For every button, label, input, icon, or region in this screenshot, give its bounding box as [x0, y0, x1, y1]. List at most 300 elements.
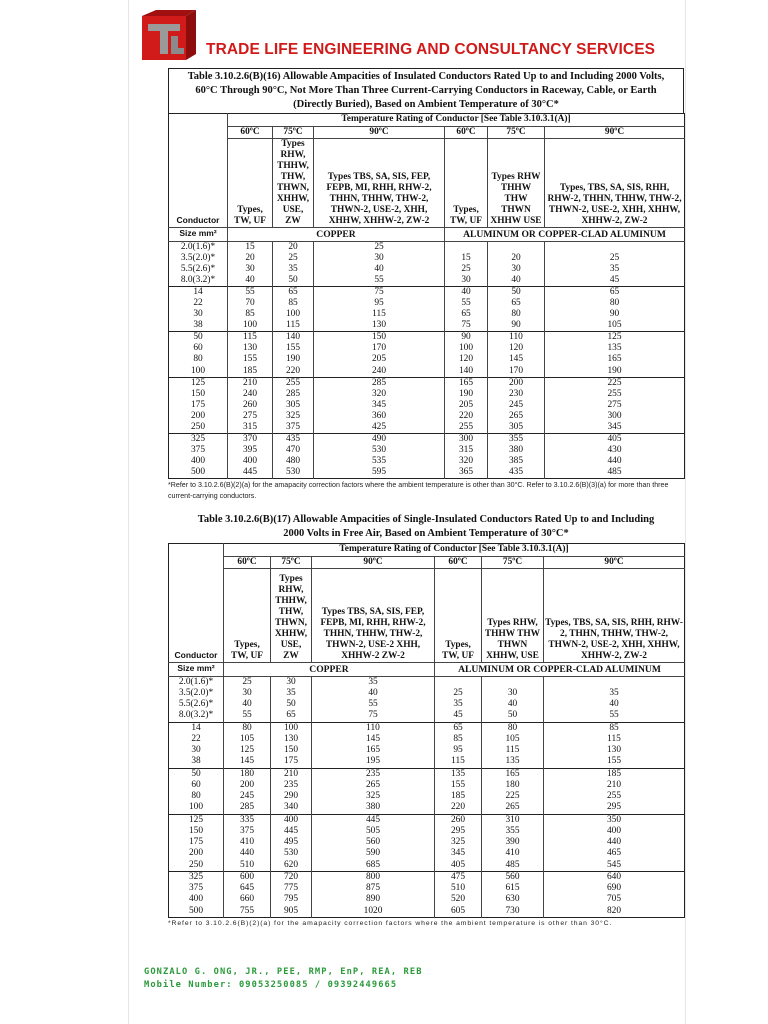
ampacity-cell: 65: [271, 710, 312, 722]
ampacity-cell: 90: [445, 332, 488, 344]
size-cell: 5.5(2.6)*: [169, 699, 224, 710]
temp-col: 90ºC: [314, 126, 445, 139]
ampacity-cell: 75: [314, 286, 445, 298]
types-cell: Types RHW, THHW, THW, THWN, XHHW, USE, ZW: [273, 139, 314, 228]
table-row: [169, 320, 685, 332]
conductor-label: Conductor: [174, 649, 218, 660]
table-row: [169, 422, 685, 434]
ampacity-cell: 875: [312, 883, 435, 894]
ampacity-cell: 290: [271, 791, 312, 802]
temp-col: 75ºC: [488, 126, 545, 139]
ampacity-cell: 30: [445, 275, 488, 287]
table-row: [169, 802, 685, 814]
ampacity-cell: 465: [606, 848, 622, 859]
size-cell: 500: [169, 906, 224, 918]
ampacity-cell: 275: [607, 399, 622, 410]
table-body: [169, 676, 685, 917]
table-row: [169, 826, 685, 837]
ampacity-cell: 800: [312, 871, 435, 883]
ampacity-cell: 375: [224, 826, 271, 837]
ampacity-cell: 165: [445, 377, 488, 389]
ampacity-cell: 245: [488, 400, 545, 411]
ampacity-cell: 25: [435, 688, 482, 699]
ampacity-cell: 25: [314, 241, 445, 253]
ampacity-cell: 30: [314, 253, 445, 264]
ampacity-cell: 135: [435, 768, 482, 780]
table-caption: [168, 68, 684, 113]
temp-rating-header: Temperature Rating of Conductor [See Table 3.10.3.1(A)]: [224, 544, 685, 557]
ampacity-cell: 120: [445, 354, 488, 365]
copper-header: COPPER: [228, 228, 445, 242]
size-cell: 50: [169, 332, 228, 344]
ampacity-cell: 185: [228, 366, 273, 378]
ampacity-cell: 180: [224, 768, 271, 780]
ampacity-cell: 295: [435, 826, 482, 837]
ampacity-cell: 220: [445, 411, 488, 422]
ampacity-cell: 180: [482, 780, 544, 791]
types-cell: Types, TW, UF: [445, 139, 488, 228]
table-row: [169, 768, 685, 780]
ampacity-cell: [544, 676, 685, 688]
size-cell: 14: [169, 286, 228, 298]
ampacity-cell: 380: [312, 802, 435, 814]
ampacity-cell: 640: [544, 871, 685, 883]
ampacity-cell: 25: [273, 253, 314, 264]
size-cell: 400: [169, 456, 228, 467]
table-row: [169, 389, 685, 400]
ampacity-cell: 155: [435, 780, 482, 791]
ampacity-cell: 55: [228, 286, 273, 298]
size-cell: 400: [169, 894, 224, 905]
ampacity-cell: 105: [224, 734, 271, 745]
ampacity-cell: 430: [607, 445, 622, 456]
ampacity-table-16: [168, 68, 684, 501]
ampacity-cell: 20: [273, 241, 314, 253]
ampacity-cell: 200: [224, 780, 271, 791]
ampacity-cell: 685: [312, 860, 435, 872]
ampacity-cell: 35: [609, 263, 620, 274]
ampacity-cell: 30: [488, 264, 545, 275]
ampacity-cell: 275: [228, 411, 273, 422]
ampacity-cell: 235: [271, 780, 312, 791]
size-cell: 50: [169, 768, 224, 780]
author-footer: [144, 966, 423, 992]
ampacity-cell: 225: [545, 377, 685, 389]
ampacity-cell: 490: [314, 434, 445, 446]
ampacity-cell: 45: [435, 710, 482, 722]
size-cell: 38: [169, 756, 224, 768]
ampacity-cell: 720: [271, 871, 312, 883]
ampacity-cell: 730: [482, 906, 544, 918]
ampacity-cell: 340: [271, 802, 312, 814]
temp-rating-header: Temperature Rating of Conductor [See Table 3.10.3.1(A)]: [228, 114, 685, 127]
ampacity-cell: 135: [607, 343, 622, 354]
size-cell: 30: [169, 309, 228, 320]
ampacity-cell: 320: [314, 389, 445, 400]
ampacity-cell: 315: [228, 422, 273, 434]
ampacity-cell: 400: [271, 814, 312, 826]
size-cell: 325: [169, 871, 224, 883]
ampacity-cell: 445: [312, 814, 435, 826]
temp-col: 90ºC: [545, 126, 685, 139]
ampacity-cell: 30: [228, 264, 273, 275]
ampacity-cell: 405: [545, 434, 685, 446]
temp-col: 75ºC: [273, 126, 314, 139]
ampacity-cell: 305: [488, 422, 545, 434]
size-cell: 60: [169, 780, 224, 791]
ampacity-cell: 165: [607, 354, 622, 365]
ampacity-cell: 185: [544, 768, 685, 780]
ampacity-cell: 440: [606, 837, 622, 847]
table-row: [169, 894, 685, 905]
size-cell: 200: [169, 848, 224, 859]
ampacity-cell: 65: [273, 286, 314, 298]
ampacity-cell: 350: [544, 814, 685, 826]
ampacity-cell: 775: [271, 883, 312, 894]
types-cell: Types, TW, UF: [228, 139, 273, 228]
ampacity-cell: 35: [435, 699, 482, 710]
ampacity-cell: 50: [482, 710, 544, 722]
ampacity-cell: 135: [482, 756, 544, 768]
ampacity-cell: 40: [224, 699, 271, 710]
ampacity-cell: 35: [271, 688, 312, 699]
ampacity-cell: 300: [607, 410, 622, 421]
ampacity-cell: 185: [435, 791, 482, 802]
ampacity-cell: 360: [314, 411, 445, 422]
ampacity-cell: 235: [312, 768, 435, 780]
ampacity-cell: 145: [488, 354, 545, 365]
ampacity-cell: 65: [435, 722, 482, 734]
ampacity-cell: 130: [271, 734, 312, 745]
ampacity-cell: 15: [228, 241, 273, 253]
ampacity-cell: 630: [482, 894, 544, 905]
ampacity-cell: 495: [271, 837, 312, 848]
ampacity-cell: 530: [314, 445, 445, 456]
table-row: [169, 814, 685, 826]
ampacity-cell: 20: [228, 253, 273, 264]
ampacity-cell: 440: [607, 456, 622, 467]
ampacity-cell: 505: [312, 826, 435, 837]
size-cell: 14: [169, 722, 224, 734]
ampacity-cell: 245: [224, 791, 271, 802]
ampacity-cell: 190: [445, 389, 488, 400]
ampacity-cell: 325: [273, 411, 314, 422]
ampacity-cell: [482, 676, 544, 688]
ampacity-cell: [545, 241, 685, 253]
types-cell: Types RHW THHW THW THWN XHHW USE: [488, 139, 545, 228]
ampacity-cell: 105: [607, 320, 622, 331]
types-cell: Types, TW, UF: [435, 569, 482, 663]
ampacity-table: [168, 543, 685, 918]
ampacity-cell: 115: [273, 320, 314, 332]
temp-col: 75ºC: [482, 556, 544, 569]
size-label: Size mm²: [177, 663, 215, 673]
caption-line: Table 3.10.2.6(B)(16) Allowable Ampacities of Insulated Conductors Rated Up to and Including 2000 Volts,: [187, 71, 665, 82]
ampacity-cell: 80: [488, 309, 545, 320]
size-cell: 38: [169, 320, 228, 332]
size-cell: 22: [169, 734, 224, 745]
ampacity-cell: 35: [273, 264, 314, 275]
table-row: [169, 343, 685, 354]
ampacity-cell: 50: [271, 699, 312, 710]
ampacity-cell: 80: [482, 722, 544, 734]
ampacity-cell: 115: [228, 332, 273, 344]
ampacity-cell: 410: [224, 837, 271, 848]
ampacity-cell: 55: [224, 710, 271, 722]
caption-line: 60°C Through 90°C, Not More Than Three Current-Carrying Conductors in Raceway, Cable, or Earth: [195, 85, 657, 96]
table-row: [169, 309, 685, 320]
ampacity-cell: 560: [312, 837, 435, 848]
ampacity-cell: 15: [445, 253, 488, 264]
ampacity-cell: 210: [228, 377, 273, 389]
table-row: [169, 354, 685, 365]
table-row: [169, 722, 685, 734]
table-row: [169, 332, 685, 344]
ampacity-cell: 470: [273, 445, 314, 456]
ampacity-cell: 345: [607, 422, 622, 432]
ampacity-cell: 295: [606, 802, 622, 813]
ampacity-cell: 170: [314, 343, 445, 354]
ampacity-cell: 260: [435, 814, 482, 826]
size-cell: 200: [169, 411, 228, 422]
ampacity-cell: 255: [445, 422, 488, 434]
ampacity-cell: 140: [445, 366, 488, 378]
ampacity-cell: 305: [273, 400, 314, 411]
size-cell: 150: [169, 389, 228, 400]
ampacity-cell: 145: [224, 756, 271, 768]
ampacity-cell: 150: [271, 745, 312, 756]
ampacity-cell: 485: [482, 860, 544, 872]
ampacity-cell: 110: [488, 332, 545, 344]
ampacity-cell: 255: [607, 388, 622, 399]
size-cell: 8.0(3.2)*: [169, 275, 228, 287]
size-cell: 100: [169, 366, 228, 378]
ampacity-cell: 40: [445, 286, 488, 298]
ampacity-cell: [488, 241, 545, 253]
ampacity-cell: 115: [607, 733, 621, 744]
size-cell: 150: [169, 826, 224, 837]
ampacity-cell: 265: [488, 411, 545, 422]
ampacity-cell: 425: [314, 422, 445, 434]
ampacity-cell: 50: [488, 286, 545, 298]
ampacity-cell: 50: [273, 275, 314, 287]
aluminum-header: ALUMINUM OR COPPER-CLAD ALUMINUM: [445, 228, 685, 242]
company-name: TRADE LIFE ENGINEERING AND CONSULTANCY SERVICES: [206, 41, 656, 58]
ampacity-cell: 105: [482, 734, 544, 745]
types-cell: Types RHW, THHW, THW, THWN, XHHW, USE, ZW: [271, 569, 312, 663]
ampacity-cell: 400: [228, 456, 273, 467]
ampacity-cell: 55: [445, 298, 488, 309]
types-cell: Types TBS, SA, SIS, FEP, FEPB, MI, RHH, RHW-2, THHN, THHW, THW-2, THWN-2, USE-2 XHH, XHHW-2 ZW-2: [312, 569, 435, 663]
ampacity-cell: 690: [606, 883, 622, 893]
ampacity-cell: 35: [312, 676, 435, 688]
ampacity-cell: 55: [314, 275, 445, 287]
aluminum-header: ALUMINUM OR COPPER-CLAD ALUMINUM: [435, 663, 685, 677]
size-cell: 250: [169, 860, 224, 872]
ampacity-cell: 30: [482, 688, 544, 699]
ampacity-cell: 100: [271, 722, 312, 734]
ampacity-cell: 615: [482, 883, 544, 894]
ampacity-cell: 130: [314, 320, 445, 332]
ampacity-cell: 130: [228, 343, 273, 354]
ampacity-cell: 890: [312, 894, 435, 905]
ampacity-cell: 195: [312, 756, 435, 768]
size-cell: 500: [169, 467, 228, 479]
ampacity-cell: 120: [488, 343, 545, 354]
ampacity-cell: 75: [445, 320, 488, 332]
ampacity-cell: 95: [435, 745, 482, 756]
ampacity-cell: 205: [445, 400, 488, 411]
table-row: [169, 377, 685, 389]
ampacity-cell: 40: [314, 264, 445, 275]
table-row: [169, 676, 685, 688]
size-cell: 80: [169, 354, 228, 365]
ampacity-cell: 115: [314, 309, 445, 320]
ampacity-cell: 55: [609, 710, 619, 721]
temp-col: 60ºC: [224, 556, 271, 569]
table-row: [169, 699, 685, 710]
ampacity-cell: 190: [273, 354, 314, 365]
size-cell: 5.5(2.6)*: [169, 264, 228, 275]
ampacity-cell: 155: [606, 756, 622, 767]
size-label: Size mm²: [179, 228, 217, 238]
ampacity-cell: 485: [607, 467, 622, 478]
table-row: [169, 837, 685, 848]
copper-header: COPPER: [224, 663, 435, 677]
ampacity-cell: 25: [609, 252, 620, 263]
ampacity-cell: 285: [224, 802, 271, 814]
ampacity-cell: 795: [271, 894, 312, 905]
ampacity-cell: 30: [224, 688, 271, 699]
types-cell: Types TBS, SA, SIS, FEP, FEPB, MI, RHH, RHW-2, THHN, THHW, THW-2, THWN-2, USE-2, XHH, XHHW, XHHW-2, ZW-2: [314, 139, 445, 228]
ampacity-cell: 125: [545, 332, 685, 344]
ampacity-cell: 125: [224, 745, 271, 756]
table-row: [169, 400, 685, 411]
ampacity-cell: 115: [435, 756, 482, 768]
ampacity-cell: 260: [228, 400, 273, 411]
ampacity-cell: 100: [273, 309, 314, 320]
ampacity-cell: 475: [435, 871, 482, 883]
mobile-number: Mobile Number: 09053250085 / 09392449665: [144, 980, 398, 990]
ampacity-cell: 335: [224, 814, 271, 826]
ampacity-cell: 325: [312, 791, 435, 802]
ampacity-cell: 405: [435, 860, 482, 872]
ampacity-cell: 560: [482, 871, 544, 883]
ampacity-cell: 320: [445, 456, 488, 467]
ampacity-cell: 355: [488, 434, 545, 446]
ampacity-cell: 205: [314, 354, 445, 365]
size-cell: 80: [169, 791, 224, 802]
ampacity-cell: 1020: [312, 906, 435, 918]
size-cell: 2.0(1.6)*: [169, 676, 224, 688]
ampacity-cell: 210: [271, 768, 312, 780]
ampacity-cell: 545: [606, 859, 622, 870]
ampacity-cell: 590: [312, 848, 435, 859]
ampacity-cell: 85: [273, 298, 314, 309]
ampacity-cell: 355: [482, 826, 544, 837]
size-cell: 22: [169, 298, 228, 309]
ampacity-cell: 30: [271, 676, 312, 688]
table-row: [169, 688, 685, 699]
ampacity-cell: 600: [224, 871, 271, 883]
size-cell: 125: [169, 377, 228, 389]
ampacity-table-17: [168, 512, 684, 929]
table-row: [169, 734, 685, 745]
table-row: [169, 411, 685, 422]
size-cell: 60: [169, 343, 228, 354]
ampacity-cell: 345: [314, 400, 445, 411]
ampacity-cell: 65: [445, 309, 488, 320]
table-row: [169, 456, 685, 467]
size-cell: 3.5(2.0)*: [169, 688, 224, 699]
table-row: [169, 780, 685, 791]
caption-line: 2000 Volts in Free Air, Based on Ambient Temperature of 30°C*: [283, 528, 569, 539]
ampacity-cell: 95: [314, 298, 445, 309]
ampacity-cell: 265: [482, 802, 544, 814]
ampacity-cell: 595: [314, 467, 445, 479]
ampacity-cell: 375: [273, 422, 314, 434]
table-row: [169, 434, 685, 446]
size-cell: 175: [169, 837, 224, 848]
temp-col: 90ºC: [312, 556, 435, 569]
table-row: [169, 366, 685, 378]
author-credentials: GONZALO G. ONG, JR., PEE, RMP, EnP, REA, REB: [144, 967, 423, 977]
ampacity-cell: 510: [435, 883, 482, 894]
ampacity-cell: 100: [445, 343, 488, 354]
caption-line: Table 3.10.2.6(B)(17) Allowable Ampacities of Single-Insulated Conductors Rated Up to and Including: [197, 514, 655, 525]
table-row: [169, 883, 685, 894]
table-row: [169, 860, 685, 872]
ampacity-cell: 300: [445, 434, 488, 446]
ampacity-cell: 85: [544, 722, 685, 734]
footnote: *Refer to 3.10.2.6(B)(2)(a) for the amapacity correction factors where the ambient temperature is other than 30°C. Refer to 3.10.2.6(B)(3)(a) for more than three current-carrying conductors.: [168, 481, 669, 500]
ampacity-cell: 755: [224, 906, 271, 918]
size-cell: 2.0(1.6)*: [169, 241, 228, 253]
ampacity-cell: 140: [273, 332, 314, 344]
table-row: [169, 264, 685, 275]
ampacity-cell: 170: [488, 366, 545, 378]
ampacity-cell: 370: [228, 434, 273, 446]
table-row: [169, 745, 685, 756]
ampacity-cell: 240: [228, 389, 273, 400]
table-row: [169, 791, 685, 802]
ampacity-cell: 645: [224, 883, 271, 894]
ampacity-cell: 85: [228, 309, 273, 320]
ampacity-cell: 20: [488, 253, 545, 264]
ampacity-cell: 240: [314, 366, 445, 378]
conductor-label: Conductor: [176, 214, 220, 225]
ampacity-cell: 70: [228, 298, 273, 309]
document-header: [138, 8, 678, 70]
temp-col: 60ºC: [435, 556, 482, 569]
ampacity-cell: 40: [228, 275, 273, 287]
ampacity-cell: 400: [606, 825, 622, 836]
ampacity-cell: 90: [609, 309, 620, 320]
ampacity-cell: 165: [312, 745, 435, 756]
ampacity-cell: 520: [435, 894, 482, 905]
ampacity-cell: 410: [482, 848, 544, 859]
ampacity-cell: 325: [435, 837, 482, 848]
types-cell: Types, TBS, SA, SIS, RHH, RHW-2, THHN, THHW, THW-2, THWN-2, USE-2, XHH, XHHW, XHHW-2, ZW-2: [545, 139, 685, 228]
ampacity-cell: 390: [482, 837, 544, 848]
ampacity-cell: [435, 676, 482, 688]
ampacity-cell: 510: [224, 860, 271, 872]
size-cell: 8.0(3.2)*: [169, 710, 224, 722]
ampacity-cell: 285: [273, 389, 314, 400]
ampacity-cell: 605: [435, 906, 482, 918]
size-cell: 125: [169, 814, 224, 826]
ampacity-cell: 115: [482, 745, 544, 756]
